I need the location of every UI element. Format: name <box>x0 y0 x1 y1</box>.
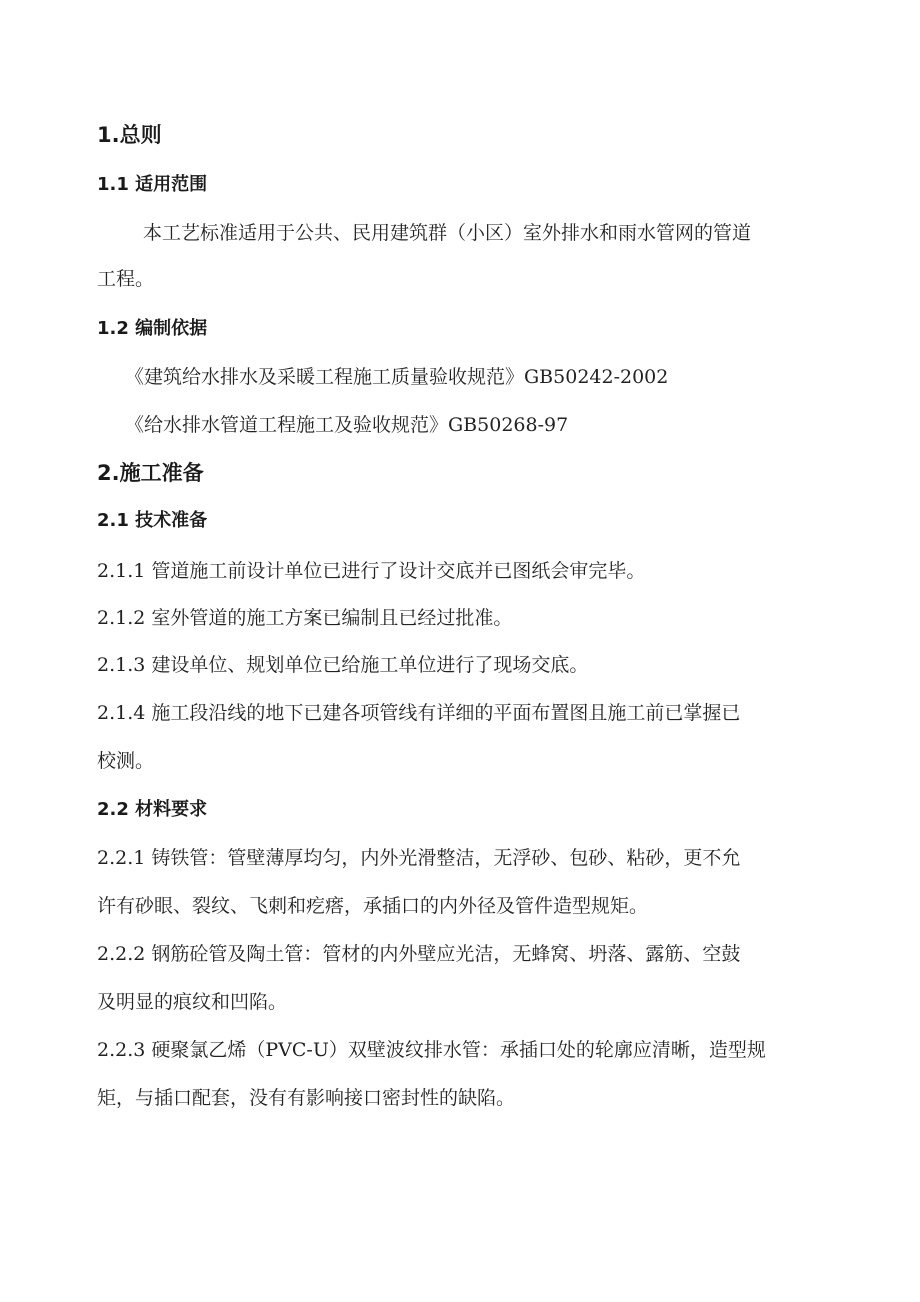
item-2-1-2: 2.1.2 室外管道的施工方案已编制且已经过批准。 <box>97 607 513 629</box>
item-2-1-4-line-2: 校测。 <box>97 750 155 772</box>
item-2-1-3: 2.1.3 建设单位、规划单位已给施工单位进行了现场交底。 <box>97 654 589 676</box>
section-1-1-paragraph-line-1: 本工艺标准适用于公共、民用建筑群（小区）室外排水和雨水管网的管道 <box>143 222 752 244</box>
item-2-2-2-line-1: 2.2.2 钢筋砼管及陶土管：管材的内外壁应光洁，无蜂窝、坍落、露筋、空鼓 <box>97 943 741 965</box>
item-2-1-1: 2.1.1 管道施工前设计单位已进行了设计交底并已图纸会审完毕。 <box>97 560 646 582</box>
reference-standard-2: 《给水排水管道工程施工及验收规范》GB50268-97 <box>125 414 569 436</box>
item-2-2-2-line-2: 及明显的痕纹和凹陷。 <box>97 991 288 1013</box>
section-1-heading: 1.总则 <box>97 123 162 147</box>
item-2-2-3-line-1: 2.2.3 硬聚氯乙烯（PVC-U）双壁波纹排水管：承插口处的轮廓应清晰，造型规 <box>97 1039 766 1061</box>
section-2-2-heading: 2.2 材料要求 <box>97 799 208 820</box>
section-2-1-heading: 2.1 技术准备 <box>97 510 208 531</box>
item-2-2-1-line-2: 许有砂眼、裂纹、飞刺和疙瘩，承插口的内外径及管件造型规矩。 <box>97 895 649 917</box>
section-1-1-paragraph-line-2: 工程。 <box>97 268 155 290</box>
reference-standard-1: 《建筑给水排水及采暖工程施工质量验收规范》GB50242-2002 <box>125 366 669 388</box>
item-2-2-1-line-1: 2.2.1 铸铁管：管壁薄厚均匀，内外光滑整洁，无浮砂、包砂、粘砂，更不允 <box>97 847 741 869</box>
section-1-2-heading: 1.2 编制依据 <box>97 318 208 339</box>
item-2-1-4-line-1: 2.1.4 施工段沿线的地下已建各项管线有详细的平面布置图且施工前已掌握已 <box>97 702 741 724</box>
section-2-heading: 2.施工准备 <box>97 461 204 485</box>
item-2-2-3-line-2: 矩，与插口配套，没有有影响接口密封性的缺陷。 <box>97 1087 516 1109</box>
section-1-1-heading: 1.1 适用范围 <box>97 174 208 195</box>
